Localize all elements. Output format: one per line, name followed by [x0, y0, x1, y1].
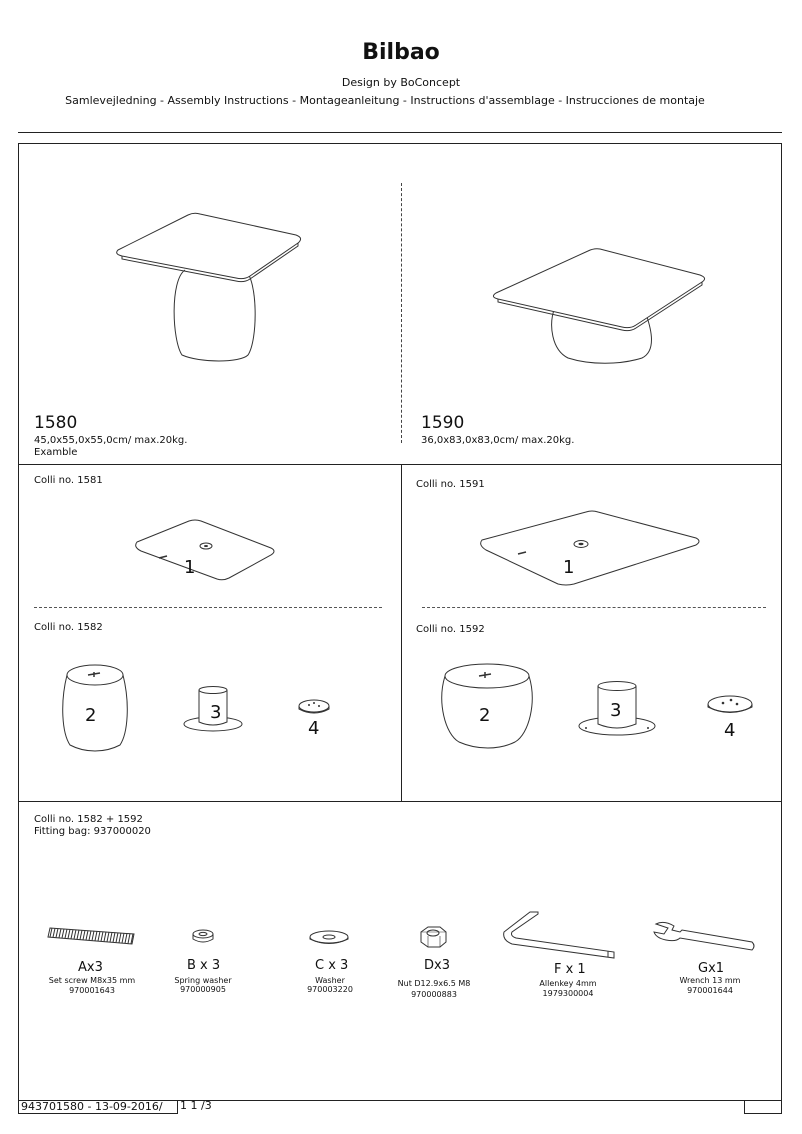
- part-c-name: Washer: [315, 976, 345, 985]
- colli-vertical-divider: [401, 464, 402, 801]
- set-screw-icon: [46, 922, 138, 946]
- plate-1592-illustration: [705, 692, 755, 720]
- part-f-code: F x 1: [554, 962, 586, 977]
- header-divider: [18, 132, 782, 133]
- allen-key-icon: [502, 908, 622, 960]
- colli-1591-label: Colli no. 1591: [416, 479, 485, 490]
- product-dimensions-1580: 45,0x55,0x55,0cm/ max.20kg.: [34, 435, 188, 446]
- product-note-1580: Examble: [34, 447, 78, 458]
- colli-1582-label: Colli no. 1582: [34, 622, 103, 633]
- colli-1581-label: Colli no. 1581: [34, 475, 103, 486]
- tabletop-1581-illustration: [133, 518, 278, 583]
- part-d-number: 970000883: [411, 990, 457, 999]
- product-model-1590: 1590: [421, 413, 465, 433]
- part-d-name: Nut D12.9x6.5 M8: [397, 979, 471, 988]
- colli-combined-label: Colli no. 1582 + 1592: [34, 814, 143, 825]
- product-model-1580: 1580: [34, 413, 78, 433]
- part-number-1-large: 1: [563, 557, 575, 578]
- colli-right-dashed-separator: [422, 607, 766, 608]
- footer-blank-box: [744, 1100, 782, 1114]
- wrench-icon: [652, 920, 756, 956]
- products-dashed-divider: [401, 183, 402, 443]
- part-number-3-small: 3: [210, 702, 222, 723]
- divider-colli: [18, 801, 782, 802]
- colli-1592-label: Colli no. 1592: [416, 624, 485, 635]
- part-number-3-large: 3: [610, 700, 622, 721]
- product-dimensions-1590: 36,0x83,0x83,0cm/ max.20kg.: [421, 435, 575, 446]
- washer-icon: [308, 930, 350, 946]
- instruction-languages: Samlevejledning - Assembly Instructions - Montageanleitung - Instructions d'assemblage - Instrucciones de montaje: [65, 94, 705, 107]
- part-a-code: Ax3: [78, 960, 103, 975]
- page-number: 1 1 /3: [180, 1099, 212, 1112]
- part-a-number: 970001643: [69, 986, 115, 995]
- part-b-number: 970000905: [180, 985, 226, 994]
- part-g-code: Gx1: [698, 961, 725, 976]
- part-a-name: Set screw M8x35 mm: [48, 976, 136, 985]
- plate-1582-illustration: [297, 697, 331, 717]
- part-b-name: Spring washer: [174, 976, 232, 985]
- part-f-number: 1979300004: [542, 989, 594, 998]
- part-b-code: B x 3: [187, 958, 221, 973]
- part-d-code: Dx3: [424, 958, 450, 973]
- part-g-number: 970001644: [687, 986, 733, 995]
- tabletop-1591-illustration: [478, 508, 703, 588]
- designer-credit: Design by BoConcept: [341, 76, 461, 89]
- part-f-name: Allenkey 4mm: [539, 979, 597, 988]
- part-c-number: 970003220: [307, 985, 353, 994]
- spring-washer-icon: [190, 928, 216, 946]
- fitting-bag-label: Fitting bag: 937000020: [34, 826, 151, 837]
- part-number-4-small: 4: [308, 718, 320, 739]
- part-c-code: C x 3: [315, 958, 349, 973]
- document-title: Bilbao: [362, 40, 440, 65]
- part-number-2-small: 2: [85, 705, 97, 726]
- part-g-name: Wrench 13 mm: [679, 976, 741, 985]
- part-number-4-large: 4: [724, 720, 736, 741]
- colli-left-dashed-separator: [34, 607, 382, 608]
- divider-products: [18, 464, 782, 465]
- part-number-1-small: 1: [184, 557, 196, 578]
- document-id: 943701580 - 13-09-2016/: [18, 1100, 178, 1114]
- table-1590-illustration: [490, 245, 720, 370]
- table-1580-illustration: [110, 210, 310, 370]
- part-number-2-large: 2: [479, 705, 491, 726]
- nut-icon: [418, 924, 448, 950]
